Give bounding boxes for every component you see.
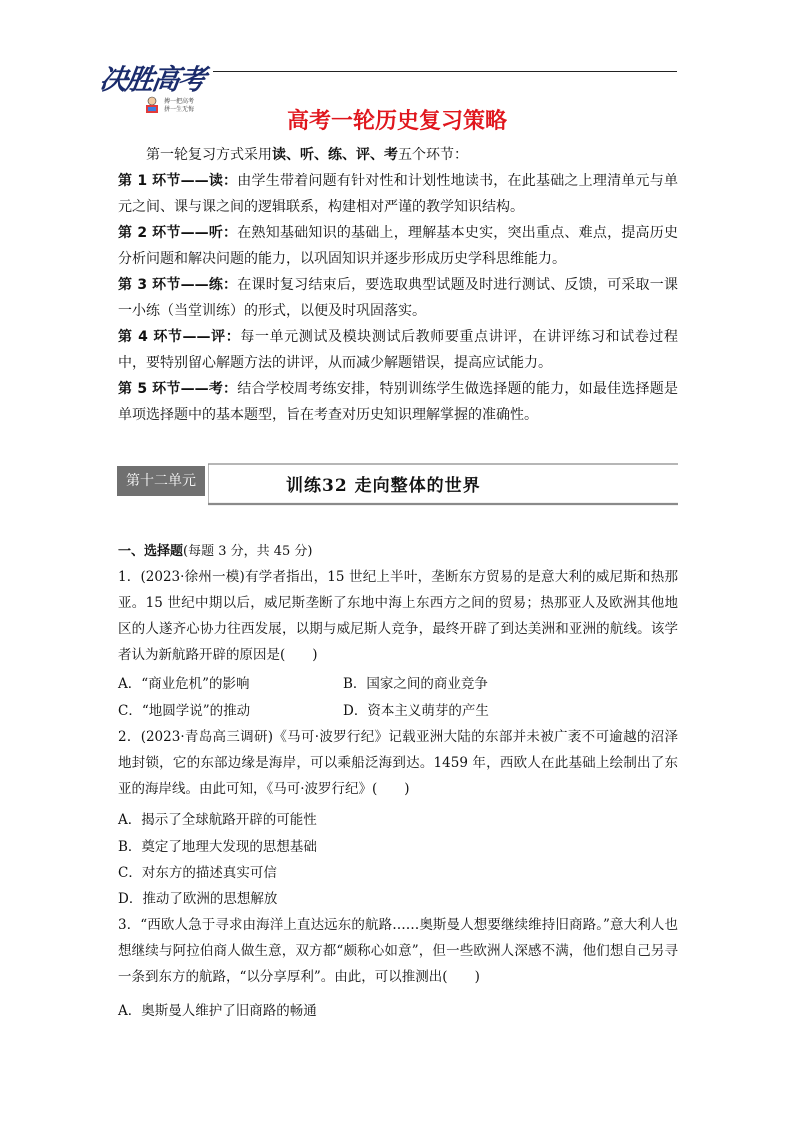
intro-prefix: 第一轮复习方式采用 [146,147,272,163]
question-1-option-c: C．“地圆学说”的推动 [118,703,251,719]
step-4 [118,324,678,376]
question-3-option-a: A．奥斯曼人维护了旧商路的畅通 [118,1003,317,1019]
question-2-option-d: D．推动了欧洲的思想解放 [118,891,278,907]
step-4-text: 每一单元测试及模块测试后教师要重点讲评，在讲评练习和试卷过程中，要特别留心解题方法的讲评，从而减少解题错误，提高应试能力。 [118,329,678,371]
step-4-label: 第 4 环节——评： [118,329,241,345]
question-2-option-b: B．奠定了地理大发现的思想基础 [118,839,317,855]
intro-suffix: 五个环节： [398,147,468,163]
step-1 [118,168,678,220]
step-3-text: 在课时复习结束后，要选取典型试题及时进行测试、反馈，可采取一课一小练（当堂训练）的形式，以便及时巩固落实。 [118,277,678,319]
step-5-label: 第 5 环节——考： [118,381,238,397]
step-1-text: 由学生带着问题有针对性和计划性地读书，在此基础之上理清单元与单元之间、课与课之间的逻辑联系，构建相对严谨的教学知识结构。 [118,173,678,215]
step-2 [118,220,678,272]
section-note: (每题 3 分，共 45 分) [183,544,313,559]
page-title: 高考一轮历史复习策略 [286,109,507,134]
step-1-label: 第 1 环节——读： [118,173,238,189]
step-2-label: 第 2 环节——听： [118,225,238,241]
step-2-text: 在熟知基础知识的基础上，理解基本史实，突出重点、难点，提高历史分析问题和解决问题的能力，以巩固知识并逐步形成历史学科思维能力。 [118,225,678,267]
unit-tag: 第十二单元 [117,466,205,496]
logo-brand-text: 决胜高考 [97,63,207,96]
question-2-option-c: C．对东方的描述真实可信 [118,865,277,881]
section-label: 一、选择题 [118,544,184,559]
logo-tagline-1: 搏一把高考 [164,98,195,105]
question-2-stem: 2．(2023·青岛高三调研)《马可·波罗行纪》记载亚洲大陆的东部并未被广袤不可逾越的沼泽地封锁，它的东部边缘是海岸，可以乘船泛海到达。1459 年，西欧人在此基础上绘制出了东亚的海岸线。由此可知，《马可·波罗行纪》( ) [118,729,678,797]
step-3 [118,272,678,324]
header-rule [213,71,677,72]
logo-tagline-2: 拼一生无悔 [164,106,195,113]
intro-bold: 读、听、练、评、考 [272,147,398,163]
question-1-option-b: B．国家之间的商业竞争 [343,676,488,692]
section-heading [118,540,313,559]
step-3-label: 第 3 环节——练： [118,277,238,293]
step-5-text: 结合学校周考练安排，特别训练学生做选择题的能力，如最佳选择题是单项选择题中的基本题型，旨在考查对历史知识理解掌握的准确性。 [118,381,678,423]
intro-paragraph [118,142,678,168]
question-1-option-a: A．“商业危机”的影响 [118,676,250,692]
question-1-option-d: D．资本主义萌芽的产生 [343,703,489,719]
step-5 [118,376,678,428]
unit-title: 训练32 走向整体的世界 [286,476,481,496]
question-2-option-a: A．揭示了全球航路开辟的可能性 [118,812,317,828]
question-3-stem: 3．“西欧人急于寻求由海洋上直达远东的航路……奥斯曼人想要继续维持旧商路。”意大利人也想继续与阿拉伯商人做生意，双方都“颇称心如意”，但一些欧洲人深感不满，他们想自己另寻一条到东方的航路，“以分享厚利”。由此，可以推测出( ) [118,917,678,985]
question-1-stem: 1．(2023·徐州一模)有学者指出，15 世纪上半叶，垄断东方贸易的是意大利的威尼斯和热那亚。15 世纪中期以后，威尼斯垄断了东地中海上东西方之间的贸易；热那亚人及欧洲其他地区的人遂齐心协力往西发展，以期与威尼斯人竞争，最终开辟了到达美洲和亚洲的航线。该学者认为新航路开辟的原因是( ) [118,569,678,663]
